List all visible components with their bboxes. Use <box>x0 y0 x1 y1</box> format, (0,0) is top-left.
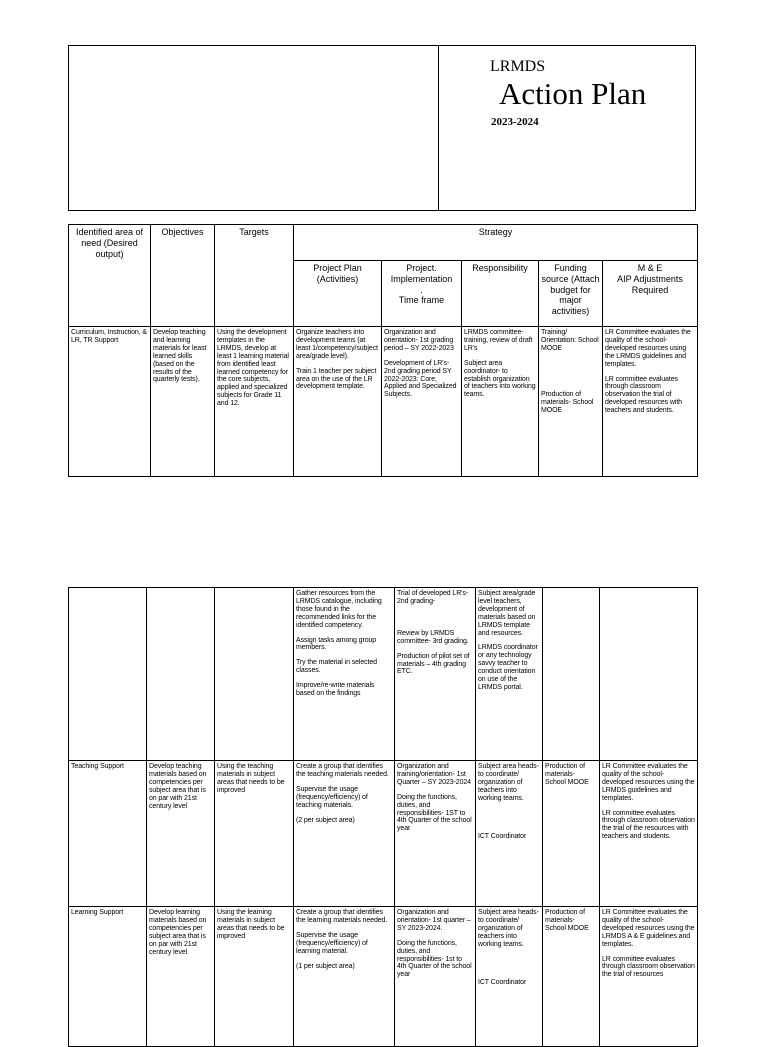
action-plan-table <box>68 224 698 477</box>
cell-implementation: Organization and orientation- 1st grading period – SY 2022-2023 Development of LR's- 2nd grading period SY 2022-2023: Core, Applied and Specialized Subjects. <box>382 327 462 477</box>
cell-objectives: Develop teaching and learning materials for least learned skills (based on the results of the quarterly tests). <box>151 327 215 477</box>
table-row <box>69 907 698 1047</box>
cell-funding: Production of materials- School MOOE <box>543 907 600 1047</box>
school-year: 2023-2024 <box>491 116 539 128</box>
header-project-plan: Project Plan (Activities) <box>294 261 382 327</box>
cell-targets: Using the learning materials in subject areas that needs to be improved <box>215 907 294 1047</box>
cell-me: LR Committee evaluates the quality of the school-developed resources using the LRMDS guidelines and templates. LR committee evaluates through classroom observation the trial of the resources with teachers and students. <box>600 761 698 907</box>
plan-header-box <box>68 45 696 211</box>
org-label: LRMDS <box>490 58 546 75</box>
cell-me: LR Committee evaluates the quality of the school-developed resources using the LRMDS A & E guidelines and templates. LR committee evaluates through classroom observation the trial of resources <box>600 907 698 1047</box>
cell-plan: Gather resources from the LRMDS catalogue, including those found in the recommended links for the identified competency. Assign tasks among group members. Try the material in selected classes. Improve/re-write materials based on the findings <box>294 588 395 761</box>
header-me: M & E AIP Adjustments Required <box>603 261 698 327</box>
header-implementation: Project. Implementation . Time frame <box>382 261 462 327</box>
cell-me: LR Committee evaluates the quality of the school-developed resources using the LRMDS guidelines and templates. LR committee evaluates through classroom observation the trial of developed resources with teachers and students. <box>603 327 698 477</box>
table-row <box>69 327 698 477</box>
cell-plan: Create a group that identifies the teaching materials needed. Supervise the usage (frequency/efficiency) of teaching materials. (2 per subject area) <box>294 761 395 907</box>
header-targets: Targets <box>215 225 294 327</box>
cell-targets: Using the teaching materials in subject areas that needs to be improved <box>215 761 294 907</box>
cell-responsibility: Subject area heads-to coordinate/ organization of teachers into working teams. ICT Coordinator <box>476 907 543 1047</box>
header-funding: Funding source (Attach budget for major activities) <box>539 261 603 327</box>
cell-implementation: Organization and orientation- 1st quarter – SY 2023-2024. Doing the functions, duties, and responsibilities- 1st to 4th Quarter of the school year <box>395 907 476 1047</box>
action-plan-table-continued <box>68 587 698 1047</box>
cell-implementation: Trial of developed LR's- 2nd grading- Review by LRMDS committee- 3rd grading. Production of pilot set of materials – 4th grading ETC. <box>395 588 476 761</box>
table-row <box>69 588 698 761</box>
cell-funding: Training/ Orientation: School MOOE Production of materials- School MOOE <box>539 327 603 477</box>
cell-area: Learning Support <box>69 907 147 1047</box>
cell-targets: Using the development templates in the LRMDS, develop at least 1 learning material from identified least learned competency for the core subjects, applied and specialized subjects for Grade 11 and 12. <box>215 327 294 477</box>
cell-responsibility: LRMDS committee- training, review of draft LR's Subject area coordinator- to establish organization of teachers into working teams. <box>462 327 539 477</box>
table-row <box>69 761 698 907</box>
page-title: Action Plan <box>499 76 647 111</box>
header-strategy: Strategy <box>294 225 698 261</box>
cell-responsibility: Subject area heads-to coordinate/ organization of teachers into working teams. ICT Coordinator <box>476 761 543 907</box>
cell-plan: Create a group that identifies the learning materials needed. Supervise the usage (frequency/efficiency) of learning material. (1 per subject area) <box>294 907 395 1047</box>
cell-funding: Production of materials- School MOOE <box>543 761 600 907</box>
cell-objectives: Develop learning materials based on competencies per subject area that is on par with 21st century level <box>147 907 215 1047</box>
cell-responsibility: Subject area/grade level teachers, development of materials based on LRMDS template and resources. LRMDS coordinator or any technology savvy teacher to conduct orientation on use of the LRMDS portal. <box>476 588 543 761</box>
header-divider <box>438 46 439 210</box>
header-responsibility: Responsibility <box>462 261 539 327</box>
header-objectives: Objectives <box>151 225 215 327</box>
cell-objectives: Develop teaching materials based on competencies per subject area that is on par with 21st century level <box>147 761 215 907</box>
cell-implementation: Organization and training/orientation- 1st Quarter – SY 2023-2024 Doing the functions, duties, and responsibilities- 1ST to 4th Quarter of the school year <box>395 761 476 907</box>
header-area: Identified area of need (Desired output) <box>69 225 151 327</box>
cell-area: Teaching Support <box>69 761 147 907</box>
cell-area: Curriculum, Instruction, & LR, TR Support <box>69 327 151 477</box>
cell-plan: Organize teachers into development teams (at least 1/competency/subject area/grade level). Train 1 teacher per subject area on the use of the LR development template. <box>294 327 382 477</box>
